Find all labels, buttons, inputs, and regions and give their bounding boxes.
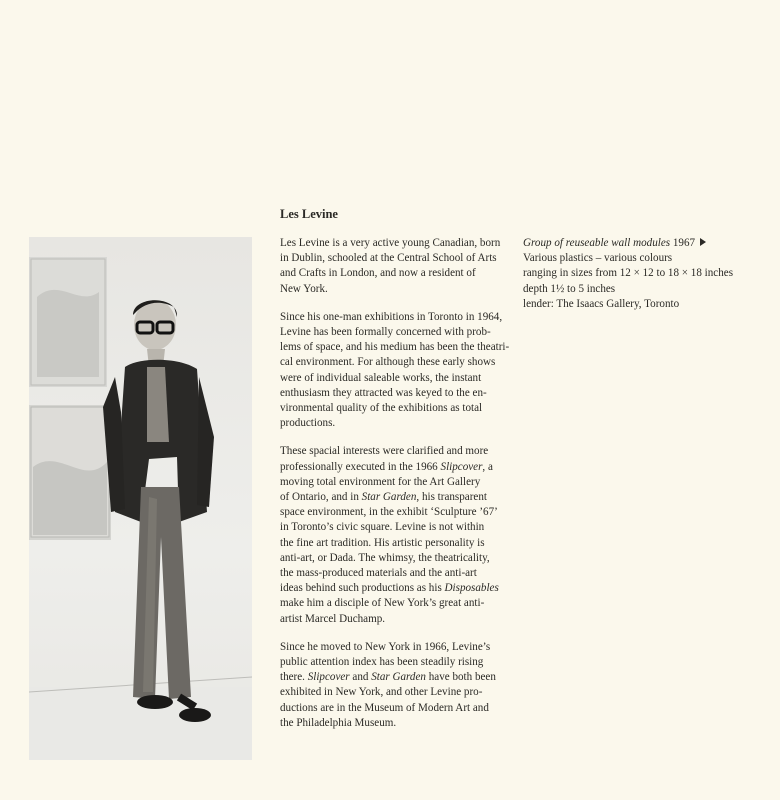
biography-paragraph bbox=[280, 310, 516, 432]
text-line: Since his one-man exhibitions in Toronto in 1964, bbox=[280, 310, 503, 323]
biography-paragraph bbox=[280, 236, 516, 297]
biography-paragraph bbox=[280, 444, 516, 626]
text-line: artist Marcel Duchamp. bbox=[280, 612, 386, 625]
entry-depth: depth 1½ to 5 inches bbox=[523, 282, 616, 295]
catalogue-entry bbox=[523, 236, 763, 312]
entry-lender: lender: The Isaacs Gallery, Toronto bbox=[523, 297, 680, 310]
text-line: the mass-produced materials and the anti-art bbox=[280, 567, 477, 580]
text-line: the Philadelphia Museum. bbox=[280, 716, 397, 729]
work-title: Slipcover bbox=[307, 671, 350, 684]
text-line: of Ontario, and in Star Garden, his transparent bbox=[280, 491, 487, 504]
text-line: in Dublin, schooled at the Central School of Arts bbox=[280, 252, 497, 265]
right-triangle-icon bbox=[700, 238, 706, 246]
text-line: and Crafts in London, and now a resident of bbox=[280, 267, 476, 280]
biography-paragraph bbox=[280, 640, 516, 731]
text-line: were of individual saleable works, the instant bbox=[280, 371, 482, 384]
entry-title-line bbox=[523, 236, 763, 251]
text-line: anti-art, or Dada. The whimsy, the theatricality, bbox=[280, 551, 490, 564]
text-line: These spacial interests were clarified and more bbox=[280, 445, 489, 458]
text-line: Levine has been formally concerned with prob- bbox=[280, 326, 491, 339]
text-line: ductions are in the Museum of Modern Art and bbox=[280, 701, 489, 714]
text-line: public attention index has been steadily rising bbox=[280, 656, 484, 669]
text-line: cal environment. For although these early shows bbox=[280, 356, 496, 369]
text-line: professionally executed in the 1966 Slipcover, a bbox=[280, 460, 493, 473]
text-line: moving total environment for the Art Gallery bbox=[280, 475, 481, 488]
text-line: productions. bbox=[280, 417, 336, 430]
text-line: Les Levine is a very active young Canadian, born bbox=[280, 237, 501, 249]
text-line: make him a disciple of New York’s great anti- bbox=[280, 597, 485, 610]
artist-name-heading: Les Levine bbox=[280, 207, 338, 221]
text-line: ideas behind such productions as his Disposables bbox=[280, 582, 499, 595]
entry-year: 1967 bbox=[672, 237, 696, 249]
text-line: in Toronto’s civic square. Levine is not within bbox=[280, 521, 485, 534]
entry-sizes: ranging in sizes from 12 × 12 to 18 × 18 inches bbox=[523, 267, 734, 280]
work-title: Disposables bbox=[444, 582, 499, 595]
artist-photo-illustration bbox=[29, 237, 252, 760]
text-line: the fine art tradition. His artistic personality is bbox=[280, 536, 485, 549]
artist-photo bbox=[29, 237, 252, 760]
text-line: enthusiasm they attracted was keyed to the en- bbox=[280, 386, 487, 399]
biography-column bbox=[280, 236, 516, 744]
work-title: Star Garden bbox=[361, 491, 417, 504]
work-title: Slipcover bbox=[440, 460, 483, 473]
text-line: space environment, in the exhibit ‘Sculpture ’67’ bbox=[280, 506, 498, 519]
entry-materials: Various plastics – various colours bbox=[523, 252, 673, 265]
text-line: lems of space, and his medium has been the theatri- bbox=[280, 341, 510, 354]
text-line: vironmental quality of the exhibitions as total bbox=[280, 402, 483, 415]
entry-title: Group of reuseable wall modules bbox=[523, 237, 671, 249]
text-line: exhibited in New York, and other Levine pro- bbox=[280, 686, 483, 699]
text-line: New York. bbox=[280, 282, 328, 295]
text-line: Since he moved to New York in 1966, Levine’s bbox=[280, 640, 491, 653]
text-line: there. Slipcover and Star Garden have both been bbox=[280, 671, 496, 684]
work-title: Star Garden bbox=[371, 671, 426, 684]
